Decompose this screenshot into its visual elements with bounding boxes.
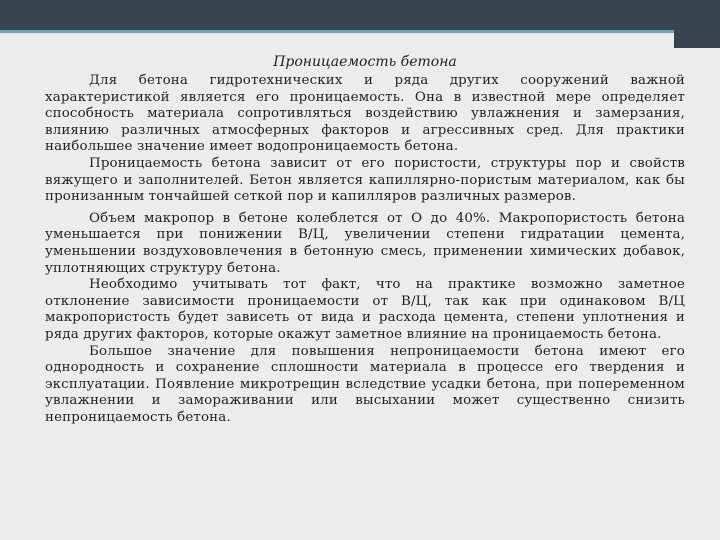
paragraph-2: Проницаемость бетона зависит от его пористости, структуры пор и свойств вяжущего и заполнителей. Бетон является капиллярно-пористым материалом, как бы пронизанным тончайшей сеткой пор и капилляров различных размеров. [45, 155, 685, 205]
paragraph-5: Большое значение для повышения непроницаемости бетона имеют его однородность и сохранение сплошности материала в процессе его твердения и эксплуатации. Появление микротрещин вследствие усадки бетона, при попеременном увлажнении и замораживании или высыхании может существенно снизить непроницаемость бетона. [45, 343, 685, 425]
header-band [0, 0, 720, 30]
header-corner-tab [674, 30, 720, 48]
paragraph-1: Для бетона гидротехнических и ряда других сооружений важной характеристикой является его проницаемость. Она в известной мере определяет способность материала сопротивляться воздействию увлажнения и замерзания, влиянию различных атмосферных факторов и агрессивных сред. Для практики наибольшее значение имеет водопроницаемость бетона. [45, 73, 685, 155]
header-accent-line [0, 30, 720, 33]
paragraph-4: Необходимо учитывать тот факт, что на практике возможно заметное отклонение зависимости проницаемости от В/Ц, так как при одинаковом В/Ц макропористость будет зависеть от вида и расхода цемента, степени уплотнения и ряда других факторов, которые окажут заметное влияние на проницаемость бетона. [45, 277, 685, 342]
document-body [45, 54, 685, 524]
paragraph-3: Объем макропор в бетоне колеблется от О до 40%. Макропористость бетона уменьшается при понижении В/Ц, увеличении степени гидратации цемента, уменьшении воздухововлечения в бетонную смесь, применении химических добавок, уплотняющих структуру бетона. [45, 210, 685, 276]
document-title: Проницаемость бетона [273, 54, 457, 70]
